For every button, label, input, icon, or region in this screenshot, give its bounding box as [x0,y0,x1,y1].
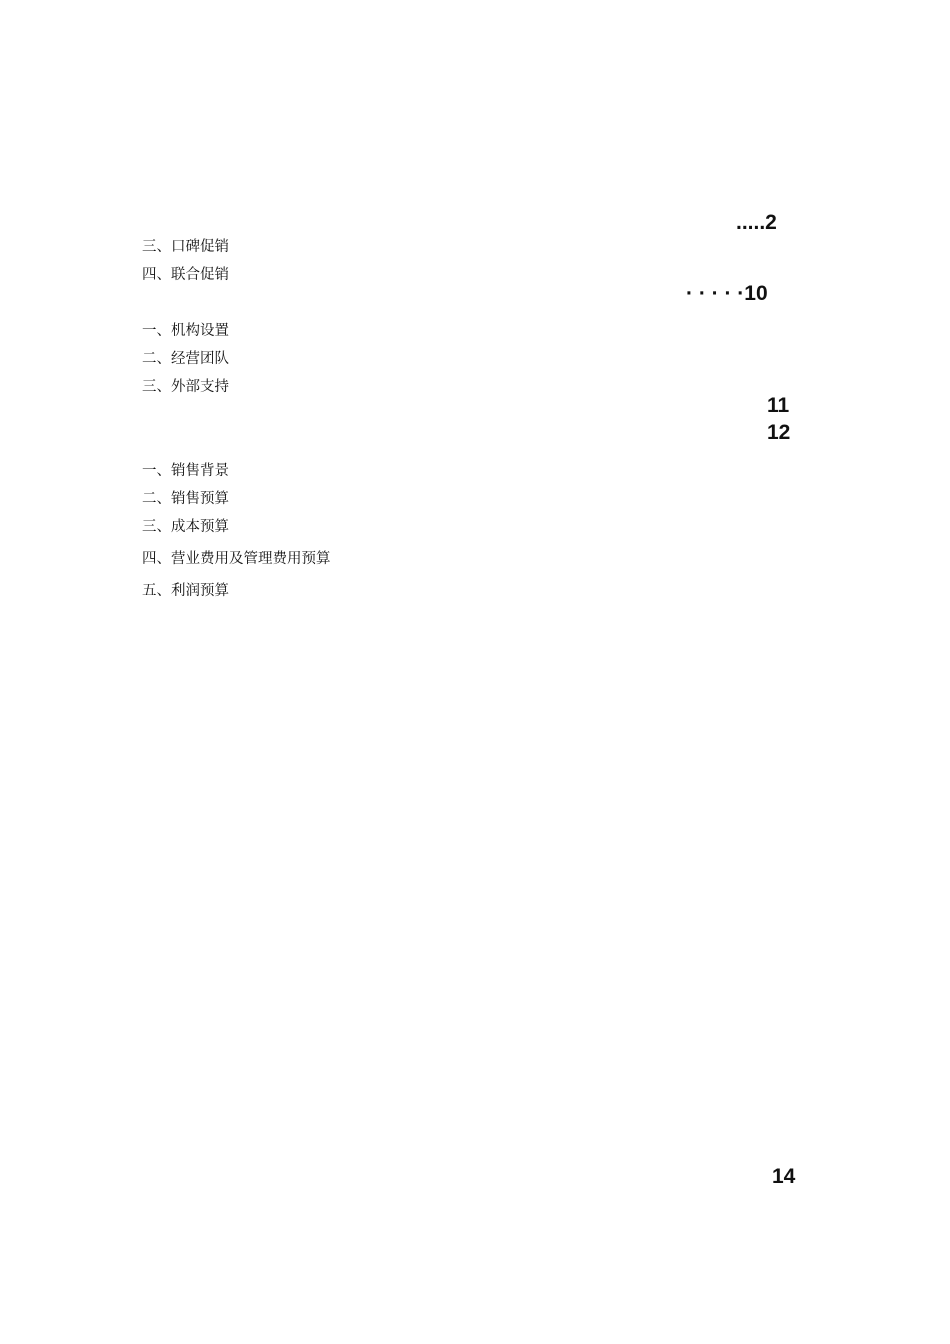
toc-entry-operating-and-admin-expense-budget: 四、营业费用及管理费用预算 [142,551,331,567]
toc-entry-cost-budget: 三、成本预算 [142,519,229,535]
toc-entry-organization-setup: 一、机构设置 [142,323,229,339]
toc-page-number: · · · · ·10 [686,282,768,305]
toc-page-number: 11 [767,394,790,417]
toc-entry-sales-budget: 二、销售预算 [142,491,229,507]
toc-entry-word-of-mouth-promotion: 三、口碑促销 [142,239,229,255]
toc-entry-joint-promotion: 四、联合促销 [142,267,229,283]
toc-entry-sales-background: 一、销售背景 [142,463,229,479]
toc-entry-external-support: 三、外部支持 [142,379,229,395]
toc-page-number: 14 [772,1165,796,1188]
toc-entry-management-team: 二、经营团队 [142,351,229,367]
toc-entry-profit-budget: 五、利润预算 [142,583,229,599]
toc-page-number: .....2 [736,211,777,234]
toc-page-number: 12 [767,421,791,444]
